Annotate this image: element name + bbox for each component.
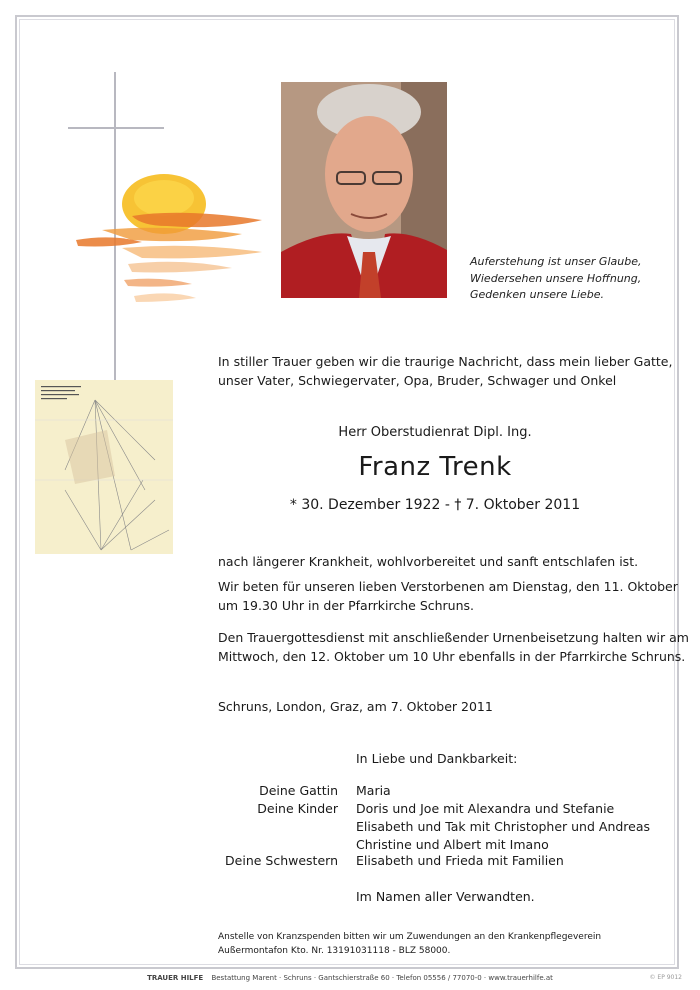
prayer-line: Wir beten für unseren lieben Verstorbenen am Dienstag, den 11. Oktober	[218, 579, 678, 594]
footer-brand: TRAUER HILFE	[147, 974, 204, 982]
service-line: Mittwoch, den 12. Oktober um 10 Uhr ebenfalls in der Pfarrkirche Schruns.	[218, 649, 686, 664]
quote-line: Gedenken unsere Liebe.	[470, 288, 605, 301]
prayer-text	[218, 577, 678, 615]
children-line: Elisabeth und Tak mit Christopher und Andreas	[356, 819, 651, 834]
architectural-sketch	[35, 380, 173, 554]
children-line: Christine und Albert mit Imano	[356, 837, 549, 852]
children-label: Deine Kinder	[257, 801, 338, 816]
closing-text: In Liebe und Dankbarkeit:	[356, 751, 518, 766]
children-line: Doris und Joe mit Alexandra und Stefanie	[356, 801, 615, 816]
portrait-photo	[281, 82, 447, 298]
sunset-watercolor	[72, 168, 272, 308]
sisters-label: Deine Schwestern	[225, 853, 338, 868]
footer	[0, 974, 700, 982]
intro-line: In stiller Trauer geben wir die traurige Nachricht, dass mein lieber Gatte,	[218, 354, 673, 369]
passing-text: nach längerer Krankheit, wohlvorbereitet und sanft entschlafen ist.	[218, 554, 639, 569]
relatives-text: Im Namen aller Verwandten.	[356, 889, 535, 904]
donation-note	[218, 930, 601, 958]
prayer-line: um 19.30 Uhr in der Pfarrkirche Schruns.	[218, 598, 475, 613]
intro-line: unser Vater, Schwiegervater, Opa, Bruder, Schwager und Onkel	[218, 373, 617, 388]
wife-name: Maria	[356, 783, 391, 798]
quote-line: Wiedersehen unsere Hoffnung,	[470, 271, 642, 285]
cross-icon-bar	[68, 127, 164, 129]
place-date: Schruns, London, Graz, am 7. Oktober 2011	[218, 699, 493, 714]
deceased-dates: * 30. Dezember 1922 - † 7. Oktober 2011	[289, 497, 581, 513]
quote-line: Auferstehung ist unser Glaube,	[470, 255, 642, 268]
sisters-line: Elisabeth und Frieda mit Familien	[356, 853, 564, 868]
footer-code: © EP 9012	[649, 974, 682, 981]
intro-text	[218, 352, 672, 390]
deceased-title: Herr Oberstudienrat Dipl. Ing.	[338, 425, 532, 440]
service-line: Den Trauergottesdienst mit anschließender Urnenbeisetzung halten wir am	[218, 630, 689, 645]
epitaph-quote	[470, 254, 641, 304]
donation-line: Außermontafon Kto. Nr. 13191031118 - BLZ 58000.	[218, 946, 451, 956]
wife-label: Deine Gattin	[259, 783, 338, 798]
deceased-name: Franz Trenk	[358, 452, 512, 482]
service-text	[218, 628, 689, 666]
donation-line: Anstelle von Kranzspenden bitten wir um Zuwendungen an den Krankenpflegeverein	[218, 932, 602, 942]
footer-text: Bestattung Marent · Schruns · Gantschierstraße 60 · Telefon 05556 / 77070-0 · www.trauerhilfe.at	[211, 974, 553, 982]
